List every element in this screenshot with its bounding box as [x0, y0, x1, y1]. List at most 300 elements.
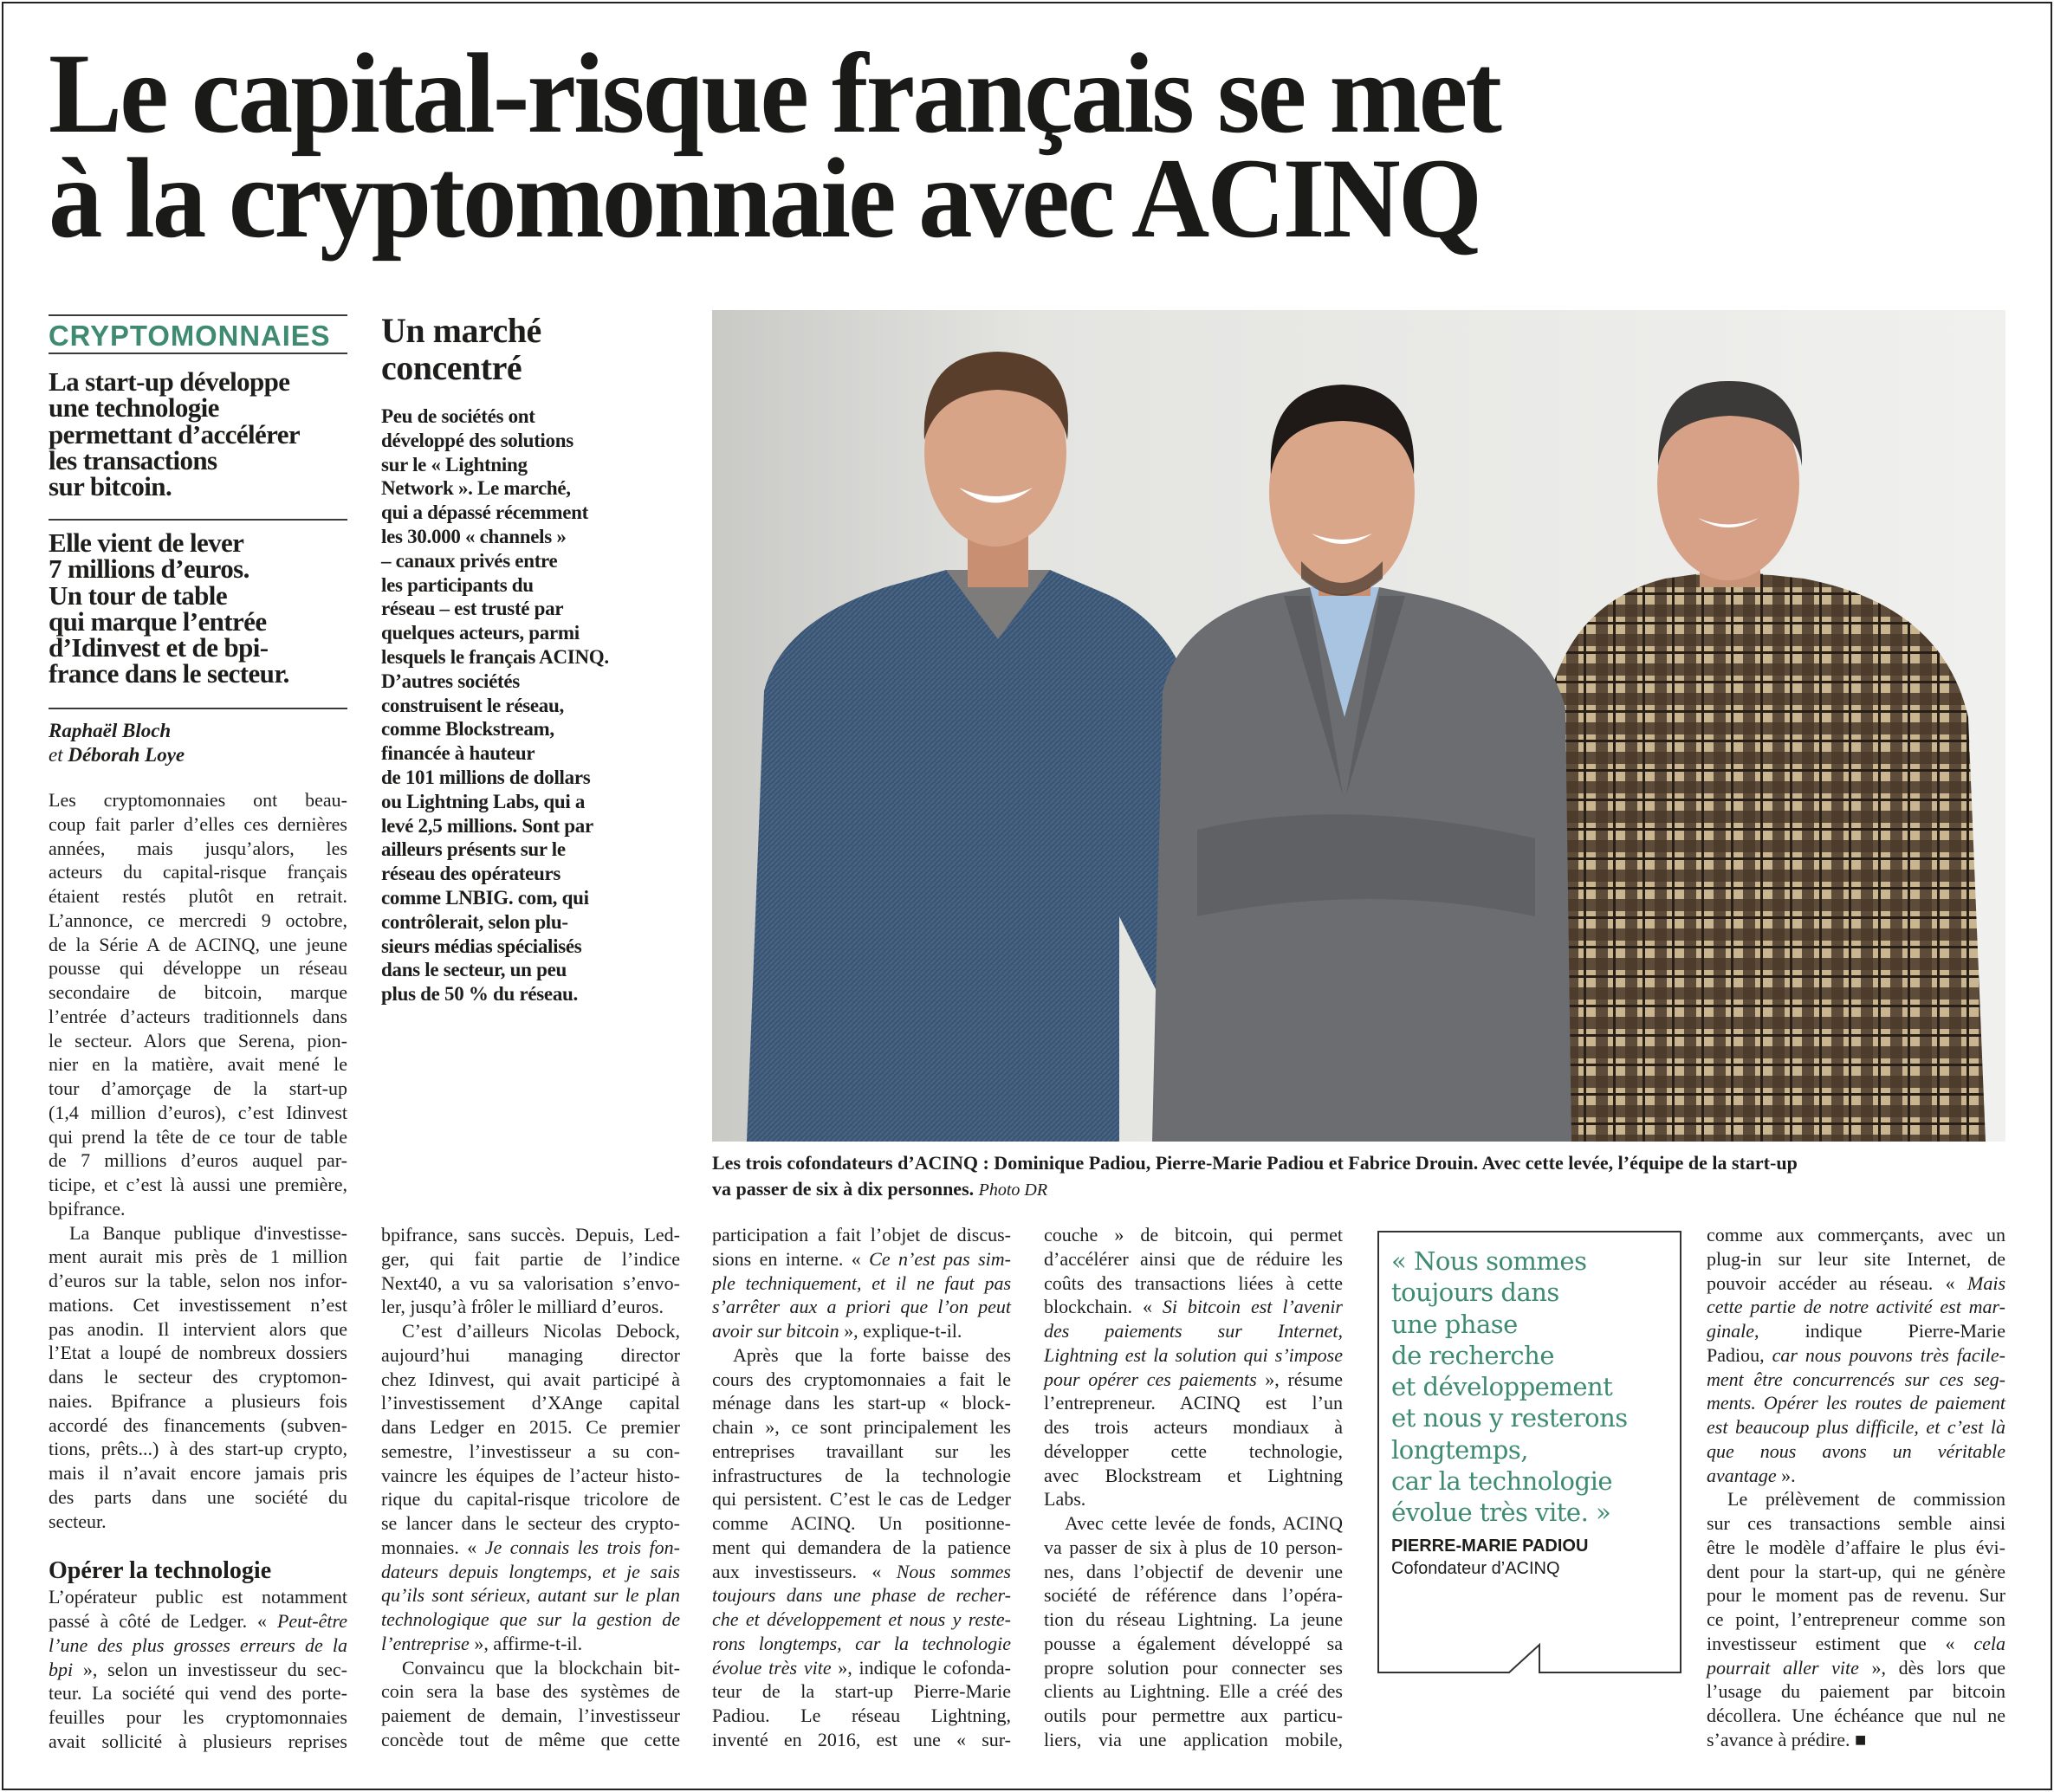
text-line: [381, 1464, 680, 1488]
text-line: [1044, 1704, 1343, 1728]
text-line: [1391, 1465, 1628, 1497]
text-run: être le modèle d’affaire le plus évi-: [1707, 1536, 2005, 1558]
text-line: [49, 1681, 347, 1705]
sidebar-title-line-2: concentré: [381, 348, 522, 387]
text-line: [712, 1728, 1011, 1752]
text-run: L’annonce, ce mercredi 9 octobre,: [49, 909, 347, 931]
text-run: nes, dans l’objectif de devenir une: [1044, 1560, 1343, 1582]
text-line: [381, 549, 680, 573]
sidebar-text: [381, 404, 680, 1006]
text-run: et nous y resterons: [1391, 1403, 1628, 1433]
text-run: années, mais jusqu’alors, les: [49, 837, 347, 859]
text-line: [49, 956, 347, 980]
text-run: mais il n’avait encore jamais pris: [49, 1462, 347, 1484]
text-run: sur le « Lightning: [381, 453, 528, 475]
text-line: [381, 1656, 680, 1680]
text-line: [49, 418, 347, 450]
text-line: [381, 1704, 680, 1728]
text-line: [49, 1005, 347, 1029]
text-run: qui persistent. C’est le cas de Ledger: [712, 1488, 1011, 1511]
text-line: [381, 862, 680, 886]
text-line: [712, 1319, 1011, 1343]
text-run: longtemps,: [1391, 1434, 1528, 1465]
text-run: bpifrance, sans succès. Depuis, Led-: [381, 1224, 680, 1245]
pull-quote: [1377, 1231, 1681, 1672]
text-run: Labs.: [1044, 1488, 1086, 1511]
italic-quote-run: bpi: [49, 1658, 74, 1680]
text-line: [1044, 1728, 1343, 1752]
text-run: coin sera la base des systèmes de: [381, 1680, 680, 1703]
text-line: [1044, 1632, 1343, 1656]
text-run: Peu de sociétés ont: [381, 405, 535, 427]
text-line: [49, 658, 347, 689]
headline-line-1: Le capital-risque français se met: [49, 29, 1500, 157]
text-run: d’euros sur la table, selon nos infor-: [49, 1270, 347, 1291]
text-line: [1391, 1309, 1628, 1340]
text-run: feuilles pour les cryptomonnaies: [49, 1706, 347, 1728]
text-run: les 30.000 « channels »: [381, 525, 567, 547]
text-line: [49, 1101, 347, 1125]
text-run: de 7 millions d’euros auquel par-: [49, 1149, 347, 1172]
text-line: [1707, 1439, 2005, 1464]
text-line: [712, 1295, 1011, 1319]
text-run: bpifrance.: [49, 1197, 126, 1219]
text-line: [712, 1271, 1011, 1296]
text-line: [49, 1197, 347, 1221]
text-run: participation a fait l’objet de discus-: [712, 1224, 1011, 1245]
text-line: [49, 1461, 347, 1485]
sidebar-title: [381, 312, 541, 386]
text-run: l’investissement d’XAnge capital: [381, 1392, 680, 1414]
text-run: Avec cette levée de fonds, ACINQ: [1065, 1512, 1343, 1534]
italic-quote-run: Si bitcoin est l’avenir: [1162, 1296, 1343, 1318]
text-line: [49, 1173, 347, 1197]
text-run: Convaincu que la blockchain bit-: [402, 1656, 680, 1679]
text-line: [1707, 1487, 2005, 1511]
text-run: teur. La société qui vend des porte-: [49, 1682, 347, 1705]
text-line: [1044, 1295, 1343, 1319]
text-run: teur de la start-up Pierre-Marie: [712, 1680, 1011, 1703]
text-run: Next40, a vu sa valorisation s’envo-: [381, 1271, 680, 1294]
article-column-2: [381, 1223, 680, 1752]
text-run: les transactions: [49, 444, 217, 475]
text-run: dans le secteur, un peu: [381, 959, 567, 981]
text-run: le secteur. Alors que Serena, pion-: [49, 1029, 347, 1051]
text-run: ailleurs présents sur le: [381, 838, 566, 861]
text-run: ment qui demandera de la patience: [712, 1536, 1011, 1558]
text-run: Network ». Le marché,: [381, 477, 571, 500]
photo-credit: Photo DR: [978, 1181, 1048, 1200]
text-line: [1707, 1656, 2005, 1680]
text-line: [49, 1414, 347, 1438]
text-line: [49, 1437, 347, 1461]
text-line: [381, 1391, 680, 1415]
text-line: [49, 1365, 347, 1389]
text-line: [1707, 1247, 2005, 1271]
text-line: [1707, 1223, 2005, 1247]
text-line: [381, 453, 680, 477]
text-run: de recherche: [1391, 1340, 1554, 1370]
italic-quote-run: rons longtemps, car la technologie: [712, 1632, 1011, 1654]
text-line: [712, 1343, 1011, 1368]
text-run: qui a dépassé récemment: [381, 501, 589, 524]
text-run: chain », ce sont principalement les: [712, 1416, 1011, 1438]
text-run: d’Idinvest et de bpi-: [49, 632, 269, 663]
text-run: C’est d’ailleurs Nicolas Debock,: [402, 1320, 680, 1342]
text-run: paiement de demain, l’investisseur: [381, 1705, 680, 1726]
italic-quote-run: Ce n’est pas sim-: [869, 1247, 1011, 1270]
text-line: [1707, 1464, 2005, 1488]
italic-quote-run: l’entreprise: [381, 1632, 470, 1654]
text-line: [49, 1125, 347, 1149]
text-line: [712, 1656, 1011, 1680]
paragraph: [1044, 1223, 1343, 1511]
text-run: La start-up développe: [49, 366, 290, 397]
text-line: [381, 1536, 680, 1560]
italic-quote-run: avantage: [1707, 1464, 1777, 1486]
text-run: réseau des opérateurs: [381, 863, 561, 885]
text-run: une phase: [1391, 1309, 1518, 1339]
standfirst-1: [49, 366, 347, 502]
text-run: couche » de bitcoin, qui permet: [1044, 1224, 1343, 1245]
text-line: [49, 1510, 347, 1534]
text-run: clients au Lightning. Elle a créé des: [1044, 1680, 1343, 1703]
text-run: avait sollicité à plusieurs reprises: [49, 1730, 347, 1752]
text-line: [712, 1391, 1011, 1415]
text-line: [712, 1464, 1011, 1488]
text-line: [1707, 1560, 2005, 1584]
text-run: concède tout de même que cette: [381, 1728, 680, 1750]
text-run: réseau – est trusté par: [381, 598, 564, 620]
text-line: [49, 933, 347, 957]
italic-quote-run: toujours dans une phase de recher-: [712, 1584, 1011, 1607]
text-run: ticipe, et c’est là aussi une première,: [49, 1174, 347, 1195]
text-run: sieurs médias spécialisés: [381, 935, 582, 957]
text-run: passé à côté de Ledger. «: [49, 1610, 277, 1632]
text-run: Le prélèvement de commission: [1727, 1488, 2005, 1511]
text-line: [381, 597, 680, 621]
text-line: [49, 444, 347, 475]
text-line: [49, 1269, 347, 1293]
text-run: pousse qui développe un réseau: [49, 957, 347, 980]
text-line: [381, 1319, 680, 1343]
text-run: des trois acteurs mondiaux à: [1044, 1416, 1343, 1438]
text-line: [381, 1415, 680, 1439]
text-line: [381, 501, 680, 525]
text-line: [712, 1487, 1011, 1511]
text-run: acteurs du capital-risque français: [49, 861, 347, 883]
text-run: des parts dans une société du: [49, 1485, 347, 1508]
text-line: [1707, 1679, 2005, 1704]
italic-quote-run: pour opérer ces paiements: [1044, 1368, 1257, 1390]
text-run: outils pour permettre aux particu-: [1044, 1705, 1343, 1726]
text-run: blockchain. «: [1044, 1296, 1163, 1318]
text-run: », affirme-t-il.: [469, 1632, 583, 1654]
headline-line-2: à la cryptomonnaie avec ACINQ: [49, 134, 1481, 262]
italic-quote-run: pourrait aller vite: [1707, 1656, 1859, 1679]
text-run: vaincre les équipes de l’acteur histo-: [381, 1464, 680, 1486]
text-line: [1707, 1511, 2005, 1536]
italic-quote-run: est beaucoup plus difficile, et c’est là: [1707, 1416, 2005, 1438]
text-run: ménage dans les start-up « block-: [712, 1392, 1011, 1414]
text-run: qui marque l’entrée: [49, 605, 267, 637]
text-line: [49, 1052, 347, 1077]
text-run: pas anodin. Il intervient alors que: [49, 1317, 347, 1340]
text-run: inventé en 2016, est une « sur-: [712, 1728, 1011, 1750]
text-run: développer cette technologie,: [1044, 1439, 1343, 1462]
italic-quote-run: che et développement et nous y reste-: [712, 1608, 1011, 1630]
text-line: [1044, 1487, 1343, 1511]
text-run: naies. Bpifrance a plusieurs fois: [49, 1389, 347, 1412]
text-run: contrôlerait, selon plu-: [381, 910, 568, 933]
text-line: [381, 1511, 680, 1536]
text-run: D’autres sociétés: [381, 670, 520, 692]
text-line: [381, 404, 680, 429]
text-line: [49, 1634, 347, 1658]
text-run: qui prend la tête de ce tour de table: [49, 1125, 347, 1148]
text-line: [1391, 1340, 1628, 1371]
text-line: [1044, 1343, 1343, 1368]
italic-quote-run: Mais: [1967, 1271, 2005, 1294]
text-line: [49, 812, 347, 837]
text-run: car la technologie: [1391, 1466, 1613, 1497]
text-line: [381, 766, 680, 790]
text-run: construisent le réseau,: [381, 694, 564, 716]
caption-line-2: [712, 1176, 2003, 1203]
article-column-6: [1707, 1223, 2005, 1752]
text-run: plus de 50 % du réseau.: [381, 983, 578, 1006]
text-line: [1391, 1402, 1628, 1433]
text-line: [49, 980, 347, 1005]
text-line: [712, 1704, 1011, 1728]
text-line: [49, 909, 347, 933]
italic-quote-run: avoir sur bitcoin: [712, 1320, 839, 1342]
italic-quote-run: ments. Opérer les routes de paiement: [1707, 1392, 2005, 1414]
paragraph: [49, 1585, 347, 1753]
founders-photo: [712, 310, 2005, 1142]
text-line: [49, 1658, 347, 1682]
italic-quote-run: évolue très vite: [712, 1656, 832, 1679]
text-run: tour d’amorçage de la start-up: [49, 1077, 347, 1099]
text-line: [712, 1511, 1011, 1536]
text-run: pour le moment pas de revenu. Sur: [1707, 1584, 2005, 1607]
italic-quote-run: technologique que sur la gestion de: [381, 1608, 680, 1630]
text-line: [381, 814, 680, 838]
italic-quote-run: Peut-être: [276, 1610, 347, 1632]
text-line: [1044, 1368, 1343, 1392]
text-line: [1044, 1656, 1343, 1680]
text-line: [1707, 1608, 2005, 1632]
text-run: développé des solutions: [381, 429, 573, 451]
subheading: Opérer la technologie: [49, 1557, 272, 1585]
caption-text-2: va passer de six à dix personnes.: [712, 1178, 975, 1200]
text-line: [1044, 1608, 1343, 1632]
text-run: permettant d’accélérer: [49, 418, 301, 450]
text-run: ment aurait mis près de 1 million: [49, 1245, 347, 1268]
text-run: l’Etat a loupé de nombreux dossiers: [49, 1342, 347, 1364]
text-line: [381, 1560, 680, 1584]
text-line: [381, 429, 680, 453]
text-line: [381, 790, 680, 814]
author-1: Raphaël Bloch: [49, 720, 172, 741]
text-line: [381, 1679, 680, 1704]
text-run: l’usage du paiement par bitcoin: [1707, 1680, 2005, 1703]
text-line: [1044, 1536, 1343, 1560]
text-line: [1391, 1497, 1628, 1528]
text-line: [49, 366, 347, 397]
text-run: mations. Cet investissement n’est: [49, 1293, 347, 1316]
text-line: [712, 1608, 1011, 1632]
text-line: [381, 645, 680, 670]
italic-quote-run: cette partie de notre activité est mar-: [1707, 1296, 2005, 1318]
text-run: La Banque publique d'investisse-: [69, 1221, 347, 1244]
text-run: secondaire de bitcoin, marque: [49, 981, 347, 1003]
text-run: aujourd’hui managing director: [381, 1343, 680, 1366]
text-line: [49, 1585, 347, 1609]
text-run: l’entrée d’acteurs traditionnels dans: [49, 1005, 347, 1027]
italic-quote-run: ment être concurrencés sur ces seg-: [1707, 1368, 2005, 1390]
text-run: tions, prêts...) à des start-up crypto,: [49, 1438, 347, 1460]
text-line: [49, 1148, 347, 1173]
text-line: [1044, 1464, 1343, 1488]
text-line: [381, 982, 680, 1006]
text-line: [381, 1223, 680, 1247]
text-line: [381, 1608, 680, 1632]
text-line: [381, 1247, 680, 1271]
text-run: comme ACINQ. Un positionne-: [712, 1512, 1011, 1534]
text-run: france dans le secteur.: [49, 658, 289, 689]
text-line: [381, 476, 680, 501]
text-line: [1044, 1583, 1343, 1608]
text-line: [1391, 1434, 1628, 1465]
author-2: Déborah Loye: [68, 744, 185, 766]
text-run: coup fait parler d’elles ces dernières: [49, 812, 347, 835]
article-column-1: [49, 788, 347, 1754]
italic-quote-run: ginale: [1707, 1320, 1754, 1342]
text-line: [381, 886, 680, 910]
text-line: [381, 838, 680, 862]
text-run: , indique Pierre-Marie: [1754, 1320, 2005, 1342]
pull-quote-text: [1391, 1245, 1628, 1529]
text-run: dent pour la start-up, qui ne génère: [1707, 1560, 2005, 1582]
standfirst-2: [49, 527, 347, 689]
pull-quote-author: PIERRE-MARIE PADIOU: [1391, 1536, 1589, 1556]
pull-quote-role: Cofondateur d’ACINQ: [1391, 1559, 1560, 1578]
text-line: [712, 1679, 1011, 1704]
text-run: accordé des financements (subven-: [49, 1414, 347, 1436]
italic-quote-run: s’arrêter aux a priori que l’on peut: [712, 1296, 1011, 1318]
text-line: [1707, 1319, 2005, 1343]
text-line: [1391, 1371, 1628, 1402]
italic-quote-run: Nous sommes: [896, 1560, 1011, 1582]
text-line: [49, 1705, 347, 1730]
italic-quote-run: car nous pouvons très facile-: [1772, 1343, 2005, 1366]
byline-conjunction: et: [49, 744, 63, 766]
text-line: [49, 837, 347, 861]
text-line: [49, 1221, 347, 1245]
text-run: Un tour de table: [49, 579, 227, 611]
text-line: [49, 1389, 347, 1414]
paragraph: [1707, 1223, 2005, 1487]
text-line: [1707, 1343, 2005, 1368]
text-line: [49, 1245, 347, 1269]
text-run: (1,4 million d’euros), c’est Idinvest: [49, 1101, 347, 1123]
text-run: », explique-t-il.: [839, 1320, 962, 1342]
text-line: [1707, 1415, 2005, 1439]
text-run: », résume: [1256, 1368, 1343, 1390]
text-line: [1044, 1271, 1343, 1296]
text-run: sur ces transactions semble ainsi: [1707, 1512, 2005, 1534]
text-run: L’opérateur public est notamment: [49, 1586, 347, 1608]
text-line: [712, 1415, 1011, 1439]
text-line: [381, 1487, 680, 1511]
text-line: [712, 1536, 1011, 1560]
text-line: [1044, 1391, 1343, 1415]
text-run: investisseur estiment que «: [1707, 1632, 1974, 1654]
paragraph: [381, 1319, 680, 1656]
italic-quote-run: Je connais les trois fon-: [484, 1536, 680, 1558]
text-run: propre solution pour connecter ses: [1044, 1656, 1343, 1679]
text-run: liers, via une application mobile,: [1044, 1728, 1343, 1750]
text-line: [49, 860, 347, 884]
text-run: sur bitcoin.: [49, 471, 172, 502]
text-run: comme Blockstream,: [381, 718, 554, 741]
text-line: [49, 1317, 347, 1342]
byline: [49, 719, 185, 767]
text-line: [49, 1293, 347, 1317]
text-run: comme aux commerçants, avec un: [1707, 1224, 2005, 1245]
italic-quote-run: qu’ils sont sérieux, autant sur le plan: [381, 1584, 680, 1607]
text-run: », indique le cofonda-: [831, 1656, 1011, 1679]
text-line: [1707, 1632, 2005, 1656]
text-run: entreprises travaillant sur les: [712, 1439, 1011, 1462]
text-run: quelques acteurs, parmi: [381, 622, 580, 644]
text-line: [49, 527, 347, 558]
text-run: de 101 millions de dollars: [381, 766, 591, 788]
text-line: [381, 1368, 680, 1392]
paragraph: [381, 1656, 680, 1752]
text-run: et développement: [1391, 1372, 1613, 1402]
text-run: chez Idinvest, qui avait participé à: [381, 1368, 680, 1390]
text-line: [381, 717, 680, 741]
text-run: coûts des transactions liées à cette: [1044, 1271, 1343, 1294]
text-line: [49, 1341, 347, 1365]
section-kicker: CRYPTOMONNAIES: [49, 320, 331, 352]
italic-quote-run: dateurs depuis longtemps, et je sais: [381, 1560, 680, 1582]
text-run: », selon un investisseur du sec-: [73, 1658, 347, 1680]
text-line: [712, 1632, 1011, 1656]
text-run: infrastructures de la technologie: [712, 1464, 1011, 1486]
article-column-4: [1044, 1223, 1343, 1752]
text-run: », dès lors que: [1858, 1656, 2005, 1679]
text-run: rique du capital-risque tricolore de: [381, 1488, 680, 1511]
text-line: [1391, 1277, 1628, 1308]
text-line: [49, 1029, 347, 1053]
text-run: d’accélérer ainsi que de réduire les: [1044, 1247, 1343, 1270]
text-line: [1044, 1439, 1343, 1464]
text-run: ».: [1776, 1464, 1796, 1486]
text-run: ger, qui fait partie de l’indice: [381, 1247, 680, 1270]
italic-quote-run: que nous avons un véritable: [1707, 1439, 2005, 1462]
paragraph: [1044, 1511, 1343, 1752]
text-line: [49, 788, 347, 812]
text-run: toujours dans: [1391, 1278, 1559, 1308]
text-line: [49, 392, 347, 424]
text-run: l’entrepreneur. ACINQ est l’un: [1044, 1392, 1343, 1414]
text-run: ou Lightning Labs, qui a: [381, 790, 586, 812]
text-run: dans Ledger en 2015. Ce premier: [381, 1416, 680, 1438]
kicker-rule-top: [49, 314, 347, 316]
